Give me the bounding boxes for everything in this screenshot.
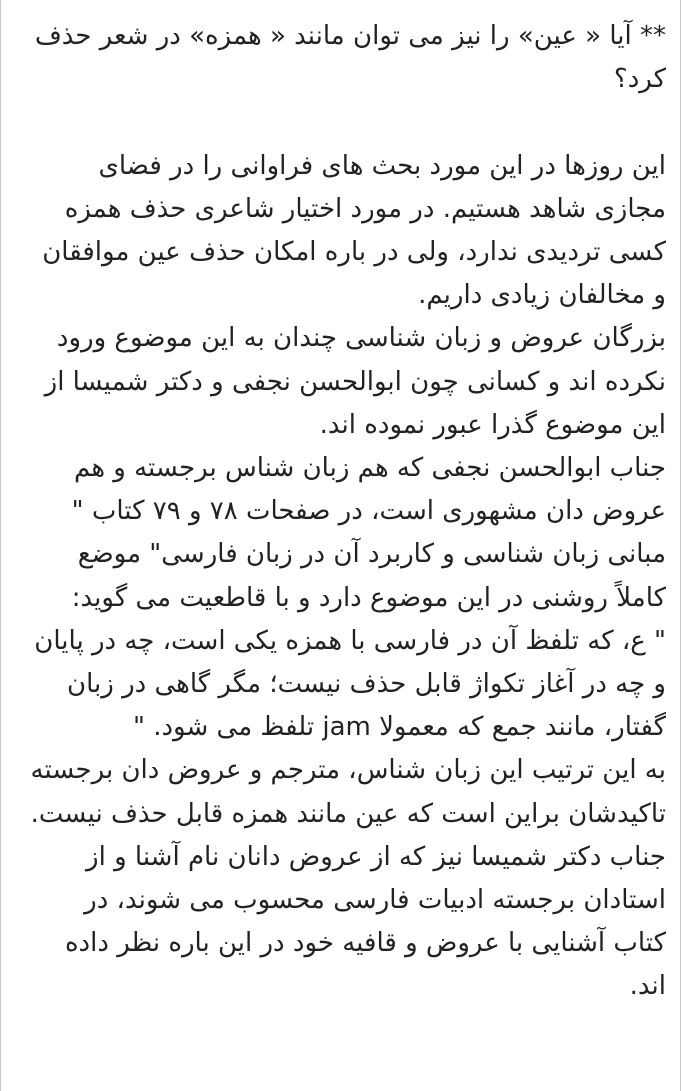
paragraph-conclusion: به این ترتیب این زبان شناس، مترجم و عروض دان برجسته تاکیدشان براین است که عین مانند همزه قابل حذف نیست. bbox=[30, 755, 666, 829]
paragraph-najafi: جناب ابوالحسن نجفی که هم زبان شناس برجسته و هم عروض دان مشهوری است، در صفحات ۷۸ و ۷۹ کتاب " مبانی زبان شناسی و کاربرد آن در زبان فارسی" موضع کاملاً روشنی در این موضوع دارد و با قاطعیت می گوید: bbox=[71, 453, 666, 613]
article-body bbox=[1, 0, 680, 1009]
paragraph-scholars: بزرگان عروض و زبان شناسی چندان به این موضوع ورود نکرده اند و کسانی چون ابوالحسن نجفی و دکتر شمیسا از این موضوع گذرا عبور نموده اند. bbox=[44, 323, 666, 440]
article-heading: ** آیا « عین» را نیز می توان مانند « همزه» در شعر حذف کرد؟ bbox=[34, 21, 666, 95]
paragraph-spacer bbox=[25, 101, 666, 144]
paragraph-intro: این روزها در این مورد بحث های فراوانی را در فضای مجازی شاهد هستیم. در مورد اختیار شاعری حذف همزه کسی تردیدی ندارد، ولی در باره امکان حذف عین موافقان و مخالفان زیادی داریم. bbox=[42, 150, 666, 311]
paragraph-shamisa: جناب دکتر شمیسا نیز که از عروض دانان نام آشنا و از استادان برجسته ادبیات فارسی محسوب می شوند، در کتاب آشنایی با عروض و قافیه خود در این باره نظر داده اند. bbox=[64, 841, 666, 1002]
paragraph-quote: " ع، که تلفظ آن در فارسی با همزه یکی است، چه در پایان و چه در آغاز تکواژ قابل حذف نیست؛ مگر گاهی در زبان گفتار، مانند جمع که معمولا jam تلفظ می شود. " bbox=[34, 625, 666, 743]
